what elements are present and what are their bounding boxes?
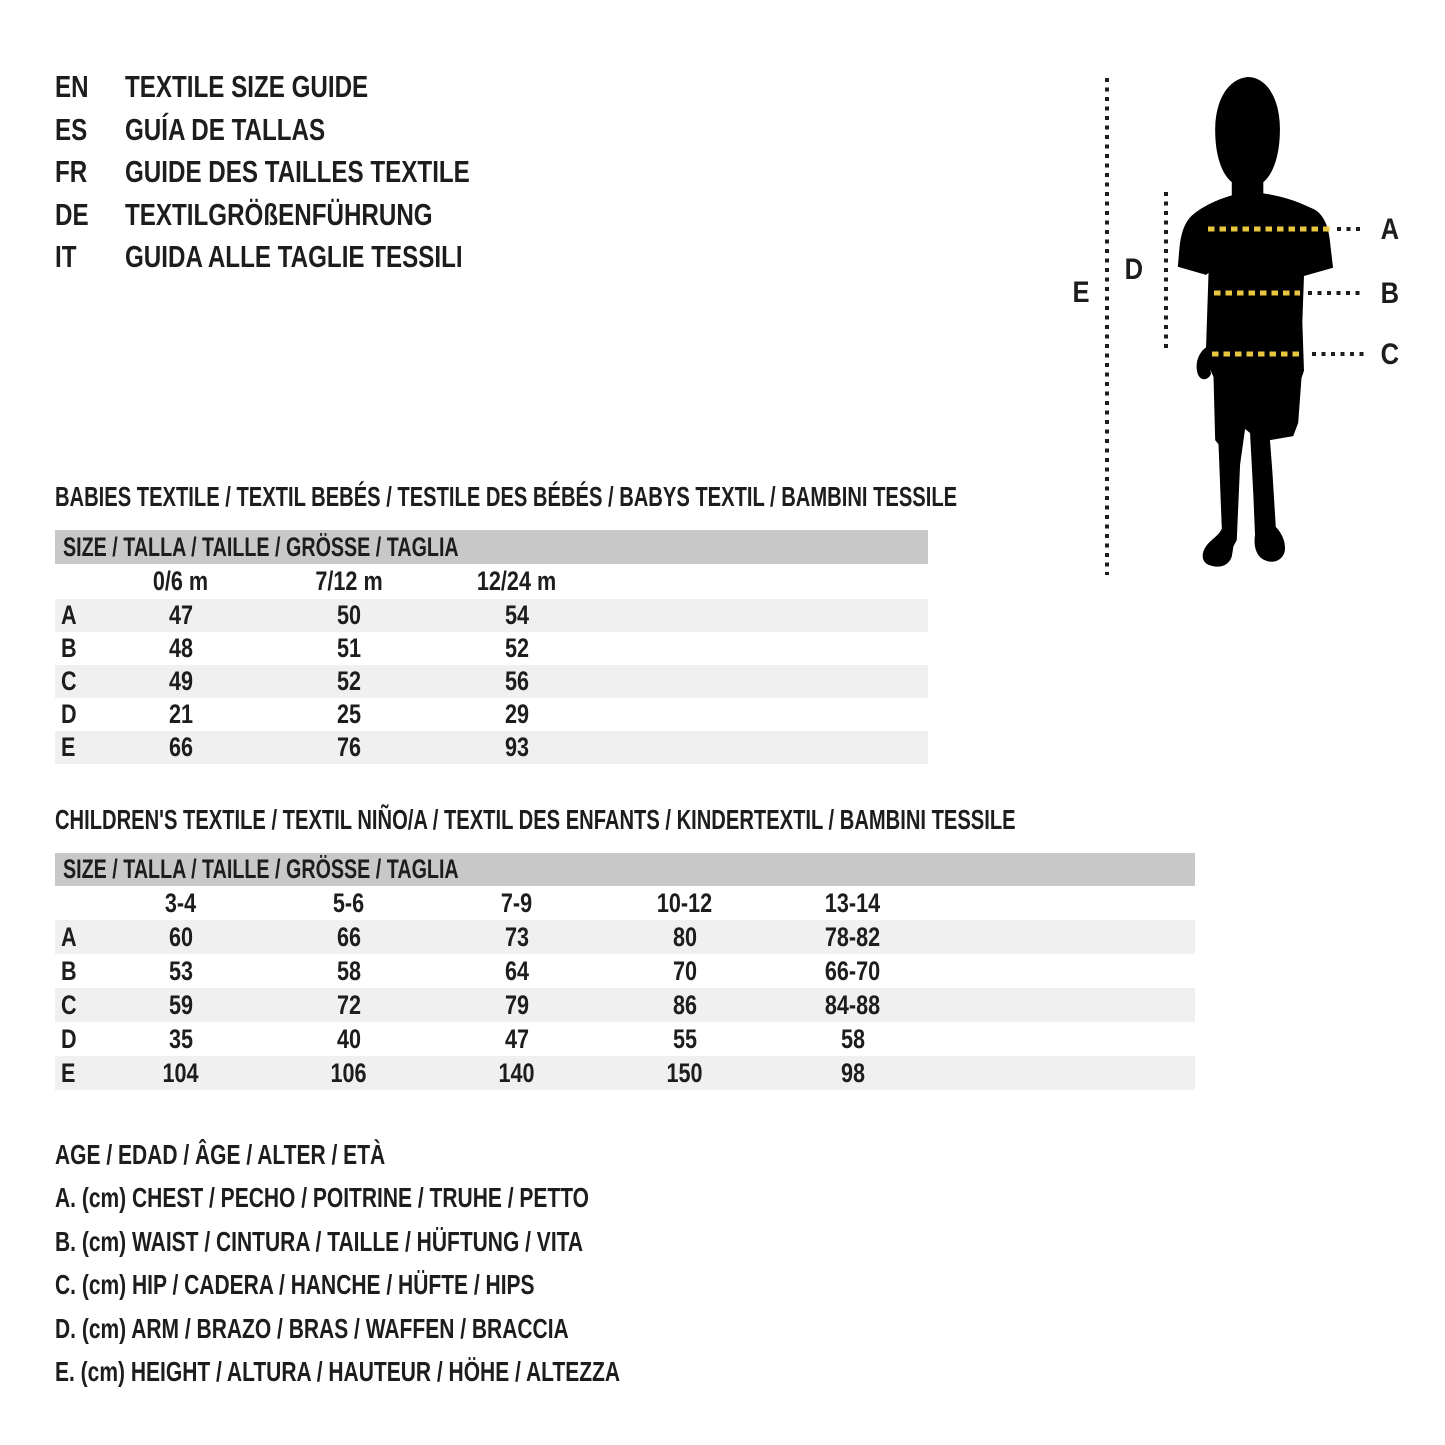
size-value-cell: 40 (336, 1023, 362, 1054)
corner-cell (55, 564, 97, 599)
filler-cell (937, 920, 1195, 954)
language-guide-title: TEXTILE SIZE GUIDE (125, 69, 369, 104)
language-row-en (55, 66, 567, 109)
size-value-cell: 79 (433, 988, 601, 1022)
size-value-cell: 49 (97, 665, 265, 698)
size-value-cell: 66 (97, 731, 265, 764)
filler-cell (601, 599, 928, 632)
filler-cell (937, 886, 1195, 920)
column-header: 12/24 m (433, 564, 601, 599)
column-header: 0/6 m (97, 564, 265, 599)
children-section-title: CHILDREN'S TEXTILE / TEXTIL NIÑO/A / TEXTIL DES ENFANTS / KINDERTEXTIL / BAMBINI TESSILE (55, 804, 1016, 835)
language-guide-title: GUIDE DES TAILLES TEXTILE (125, 154, 470, 189)
table-row (55, 599, 928, 632)
column-header: 3-4 (97, 886, 265, 920)
language-code: IT (55, 239, 77, 274)
column-header-row (55, 564, 928, 599)
legend-line-chest: A. (cm) CHEST / PECHO / POITRINE / TRUHE / PETTO (55, 1182, 590, 1214)
column-header: 10-12 (601, 886, 769, 920)
size-value-cell: 150 (601, 1056, 769, 1090)
size-value-cell: 48 (168, 633, 194, 663)
size-value-cell: 80 (601, 920, 769, 954)
size-value-cell: 140 (433, 1056, 601, 1090)
size-value-cell: 56 (433, 665, 601, 698)
size-value-cell: 66-70 (825, 955, 881, 986)
marker-label-height: E (1072, 276, 1090, 309)
legend-line-height: E. (cm) HEIGHT / ALTURA / HAUTEUR / HÖHE / ALTEZZA (55, 1356, 621, 1388)
filler-cell (937, 988, 1195, 1022)
size-value-cell: 50 (265, 599, 433, 632)
measurement-legend (55, 1133, 808, 1393)
table-header-bar (55, 853, 1195, 886)
table-row (55, 988, 1195, 1022)
filler-cell (601, 665, 928, 698)
language-guide-title: GUIDA ALLE TAGLIE TESSILI (125, 239, 463, 274)
size-value-cell: 58 (840, 1023, 866, 1054)
size-value-cell: 76 (265, 731, 433, 764)
size-value-cell: 78-82 (769, 920, 937, 954)
children-size-table (55, 853, 1195, 1090)
table-row (55, 731, 928, 764)
language-code: FR (55, 154, 88, 189)
babies-section-title: BABIES TEXTILE / TEXTIL BEBÉS / TESTILE DES BÉBÉS / BABYS TEXTIL / BAMBINI TESSILE (55, 481, 958, 512)
table-row (55, 665, 928, 698)
language-code: ES (55, 111, 88, 147)
filler-cell (937, 1022, 1195, 1056)
filler-cell (601, 564, 928, 599)
size-value-cell: 55 (672, 1023, 698, 1054)
size-value-cell: 93 (433, 731, 601, 764)
row-label: C (55, 988, 97, 1022)
marker-label-chest: A (1380, 213, 1400, 246)
marker-label-hip: C (1380, 338, 1400, 371)
size-value-cell: 98 (769, 1056, 937, 1090)
corner-cell (55, 886, 97, 920)
row-label: B (61, 633, 77, 663)
table-row (55, 920, 1195, 954)
table-row (55, 954, 1195, 988)
filler-cell (937, 1056, 1195, 1090)
legend-line-waist: B. (cm) WAIST / CINTURA / TAILLE / HÜFTUNG / VITA (55, 1225, 584, 1257)
row-label: E (55, 1056, 97, 1090)
language-code: DE (55, 196, 89, 232)
table-row (55, 698, 928, 731)
filler-cell (601, 731, 928, 764)
size-value-cell: 47 (97, 599, 265, 632)
table-header-bar (55, 530, 928, 564)
size-value-cell: 58 (336, 955, 362, 986)
language-title-list (55, 66, 567, 279)
language-guide-title: GUÍA DE TALLAS (125, 111, 326, 147)
size-value-cell: 29 (504, 699, 530, 729)
column-header: 7/12 m (265, 564, 433, 599)
table-row (55, 632, 928, 665)
language-row-fr (55, 151, 567, 194)
column-header: 5-6 (265, 886, 433, 920)
language-guide-title: TEXTILGRÖßENFÜHRUNG (125, 196, 433, 232)
size-value-cell: 52 (265, 665, 433, 698)
row-label: E (55, 731, 97, 764)
marker-label-waist: B (1380, 277, 1400, 310)
column-header: 7-9 (433, 886, 601, 920)
size-value-cell: 21 (168, 699, 194, 729)
size-value-cell: 73 (433, 920, 601, 954)
size-value-cell: 86 (601, 988, 769, 1022)
filler-cell (937, 954, 1195, 988)
language-code: EN (55, 69, 89, 104)
size-value-cell: 104 (97, 1056, 265, 1090)
legend-line-hip: C. (cm) HIP / CADERA / HANCHE / HÜFTE / HIPS (55, 1269, 535, 1301)
size-value-cell: 47 (504, 1023, 530, 1054)
size-value-cell: 59 (97, 988, 265, 1022)
column-header-row (55, 886, 1195, 920)
size-value-cell: 70 (672, 955, 698, 986)
row-label: C (55, 665, 97, 698)
size-value-cell: 60 (97, 920, 265, 954)
size-value-cell: 54 (433, 599, 601, 632)
size-value-cell: 51 (336, 633, 362, 663)
filler-cell (601, 632, 928, 665)
size-header-label: SIZE / TALLA / TAILLE / GRÖSSE / TAGLIA (63, 854, 459, 884)
column-header: 13-14 (769, 886, 937, 920)
size-value-cell: 35 (168, 1023, 194, 1054)
row-label: D (61, 699, 77, 729)
row-label: B (61, 955, 77, 986)
babies-size-table (55, 530, 928, 764)
size-header-label: SIZE / TALLA / TAILLE / GRÖSSE / TAGLIA (63, 531, 459, 562)
table-row (55, 1056, 1195, 1090)
size-value-cell: 64 (504, 955, 530, 986)
language-row-it (55, 236, 567, 279)
marker-label-arm: D (1124, 253, 1144, 286)
filler-cell (601, 698, 928, 731)
table-row (55, 1022, 1195, 1056)
size-value-cell: 25 (336, 699, 362, 729)
size-value-cell: 52 (504, 633, 530, 663)
language-row-de (55, 194, 567, 237)
size-value-cell: 66 (265, 920, 433, 954)
legend-line-arm: D. (cm) ARM / BRAZO / BRAS / WAFFEN / BRACCIA (55, 1312, 569, 1344)
row-label: D (61, 1023, 77, 1054)
legend-line-age: AGE / EDAD / ÂGE / ALTER / ETÀ (55, 1139, 386, 1170)
size-value-cell: 72 (265, 988, 433, 1022)
size-value-cell: 106 (265, 1056, 433, 1090)
language-row-es (55, 109, 567, 152)
size-value-cell: 84-88 (769, 988, 937, 1022)
row-label: A (55, 599, 97, 632)
size-value-cell: 53 (168, 955, 194, 986)
row-label: A (55, 920, 97, 954)
